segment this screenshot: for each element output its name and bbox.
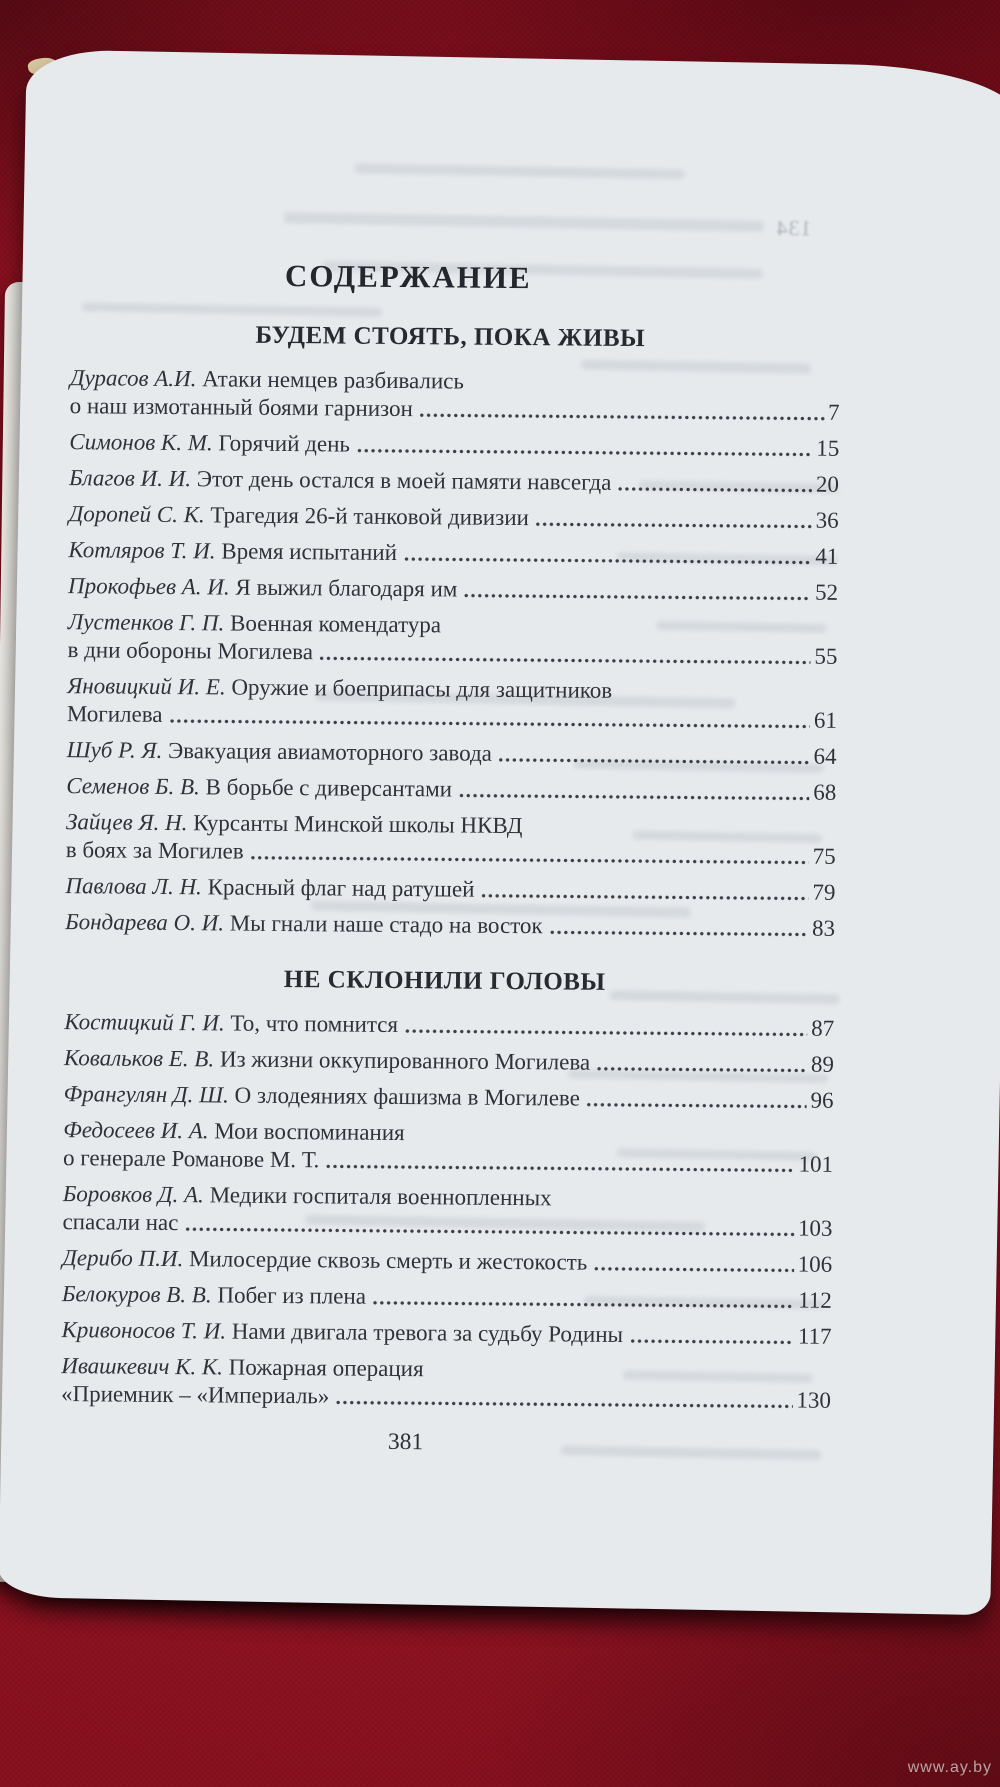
author-name: Кривоносов Т. И. xyxy=(61,1317,232,1344)
toc-entry-line xyxy=(70,392,840,427)
author-name: Семенов Б. В. xyxy=(66,773,206,800)
work-title: спасали нас xyxy=(62,1209,179,1236)
author-name: Костицкий Г. И. xyxy=(64,1009,231,1036)
toc-entry-line xyxy=(69,500,839,535)
bleedthrough-ghosts xyxy=(27,49,1000,241)
author-name: Зайцев Я. Н. xyxy=(65,809,194,836)
work-title: Красный флаг над ратушей xyxy=(207,874,475,902)
toc-entry-line xyxy=(62,1244,832,1279)
work-title: о генерале Романове М. Т. xyxy=(62,1145,320,1173)
entry-page-number: 68 xyxy=(813,779,837,805)
toc-entry-line xyxy=(64,1008,834,1043)
work-title: Из жизни оккупированного Могилева xyxy=(219,1046,591,1075)
dot-leader xyxy=(373,1300,794,1310)
work-title: в дни обороны Могилева xyxy=(67,637,314,665)
toc-entry xyxy=(69,464,839,499)
dot-leader xyxy=(550,929,809,937)
toc-entry xyxy=(61,1352,831,1415)
work-title: Медики госпиталя военнопленных xyxy=(209,1182,552,1211)
toc-entry-line xyxy=(64,1080,834,1115)
author-name: Павлова Л. Н. xyxy=(65,873,208,900)
toc-entry-line xyxy=(62,1208,832,1243)
author-name: Бондарева О. И. xyxy=(65,909,230,936)
work-title: Курсанты Минской школы НКВД xyxy=(193,810,523,839)
author-name: Симонов К. М. xyxy=(69,429,219,456)
work-title: Оружие и боеприпасы для защитников xyxy=(231,674,613,703)
toc-entry xyxy=(69,428,839,463)
dot-leader xyxy=(618,486,812,494)
table-of-contents xyxy=(61,256,841,1460)
toc-entry-line xyxy=(65,908,835,943)
entry-page-number: 7 xyxy=(828,399,840,425)
bleedthrough-page-number: 134 xyxy=(775,215,812,241)
dot-leader xyxy=(336,1399,792,1409)
toc-entry-line xyxy=(68,536,838,571)
dot-leader xyxy=(357,448,812,458)
entry-page-number: 112 xyxy=(798,1287,832,1313)
toc-entry-line xyxy=(67,736,837,771)
work-title: Мы гнали наше стадо на восток xyxy=(229,910,543,939)
author-name: Дерибо П.И. xyxy=(62,1245,190,1272)
entry-page-number: 41 xyxy=(815,543,839,569)
work-title: Военная комендатура xyxy=(229,610,442,638)
toc-entry xyxy=(62,1180,832,1243)
work-title: В борьбе с диверсантами xyxy=(205,774,453,802)
author-name: Прокофьев А. И. xyxy=(67,573,236,600)
dot-leader xyxy=(587,1102,807,1110)
dot-leader xyxy=(499,757,810,766)
toc-entry xyxy=(67,736,837,771)
dot-leader xyxy=(185,1226,794,1237)
dot-leader xyxy=(251,855,809,866)
toc-entry-line xyxy=(65,872,835,907)
author-name: Котляров Т. И. xyxy=(68,537,222,564)
entry-page-number: 103 xyxy=(797,1215,833,1241)
entry-page-number: 96 xyxy=(810,1087,834,1113)
work-title: Время испытаний xyxy=(221,538,398,565)
dot-leader xyxy=(630,1338,794,1345)
work-title: Эвакуация авиамоторного завода xyxy=(167,737,493,766)
author-name: Доропей С. К. xyxy=(68,501,211,528)
toc-entry xyxy=(63,1116,833,1179)
entry-page-number: 89 xyxy=(810,1051,835,1077)
toc-entry-line xyxy=(68,572,838,607)
section-header: БУДЕМ СТОЯТЬ, ПОКА ЖИВЫ xyxy=(255,321,646,353)
entry-page-number: 75 xyxy=(812,843,836,869)
entry-page-number: 117 xyxy=(797,1323,832,1349)
author-name: Яновицкий И. Е. xyxy=(67,673,232,700)
entry-page-number: 36 xyxy=(815,507,839,533)
author-name: Ивашкевич К. К. xyxy=(61,1353,229,1380)
section-header: НЕ СКЛОНИЛИ ГОЛОВЫ xyxy=(283,966,606,996)
author-name: Федосеев И. А. xyxy=(63,1117,215,1144)
entry-page-number: 101 xyxy=(798,1151,834,1177)
work-title: Этот день остался в моей памяти навсегда xyxy=(196,466,612,495)
work-title: То, что помнится xyxy=(230,1010,399,1038)
toc-entry-line xyxy=(61,1316,831,1351)
work-title: Атаки немцев разбивались xyxy=(202,366,465,394)
dot-leader xyxy=(459,793,809,802)
author-name: Белокуров В. В. xyxy=(61,1281,218,1308)
book-page xyxy=(0,49,1000,1615)
toc-entry-line xyxy=(69,428,839,463)
entry-page-number: 55 xyxy=(814,643,838,669)
entry-page-number: 106 xyxy=(797,1251,833,1277)
author-name: Ковальков Е. В. xyxy=(63,1045,221,1072)
author-name: Лустенков Г. П. xyxy=(67,609,231,636)
toc-entry xyxy=(66,772,836,807)
entry-page-number: 64 xyxy=(813,743,837,769)
work-title: Трагедия 26-й танковой дивизии xyxy=(210,502,530,531)
dot-leader xyxy=(481,893,808,902)
work-title: Пожарная операция xyxy=(228,1354,424,1382)
entry-page-number: 15 xyxy=(816,435,840,461)
toc-entry-line xyxy=(67,700,837,735)
bleedthrough-ghost-line xyxy=(284,212,764,232)
toc-entry xyxy=(61,1316,831,1351)
folio-page-number: 381 xyxy=(387,1428,424,1456)
toc-entry xyxy=(67,608,837,671)
toc-entry xyxy=(64,1008,834,1043)
work-title: Горячий день xyxy=(218,430,351,457)
dot-leader xyxy=(597,1066,807,1074)
author-name: Благов И. И. xyxy=(68,465,197,492)
toc-entry-line xyxy=(66,772,836,807)
dot-leader xyxy=(320,655,811,665)
toc-entry xyxy=(70,364,840,427)
entry-page-number: 83 xyxy=(812,915,836,941)
work-title: о наш измотанный боями гарнизон xyxy=(69,393,413,422)
author-name: Боровков Д. А. xyxy=(62,1181,210,1208)
dot-leader xyxy=(405,1028,807,1038)
author-name: Шуб Р. Я. xyxy=(66,737,169,763)
work-title: Я выжил благодаря им xyxy=(235,574,458,602)
toc-title: СОДЕРЖАНИЕ xyxy=(284,257,532,296)
work-title: Нами двигала тревога за судьбу Родины xyxy=(231,1318,624,1347)
toc-entry xyxy=(64,1080,834,1115)
toc-entry xyxy=(62,1280,832,1315)
entry-page-number: 52 xyxy=(814,579,839,605)
dot-leader xyxy=(594,1266,793,1274)
toc-entry-line xyxy=(61,1380,831,1415)
toc-entry xyxy=(68,536,838,571)
dot-leader xyxy=(169,718,809,730)
toc-entry xyxy=(66,808,836,871)
entry-page-number: 20 xyxy=(815,471,840,497)
bleedthrough-ghost-line xyxy=(355,163,685,179)
site-watermark: www.ay.by xyxy=(907,1759,992,1776)
dot-leader xyxy=(326,1163,794,1173)
toc-entry xyxy=(65,872,835,907)
entry-page-number: 61 xyxy=(813,707,838,733)
toc-entry xyxy=(65,908,835,943)
entry-page-number: 87 xyxy=(811,1015,835,1041)
toc-sections xyxy=(61,320,840,1415)
toc-entry xyxy=(68,572,838,607)
entry-page-number: 79 xyxy=(812,879,836,905)
author-name: Франгулян Д. Ш. xyxy=(63,1081,235,1108)
work-title: в боях за Могилев xyxy=(65,837,244,864)
work-title: О злодеяниях фашизма в Могилеве xyxy=(234,1082,581,1111)
work-title: Побег из плена xyxy=(217,1282,367,1309)
work-title: Мои воспоминания xyxy=(214,1118,405,1146)
toc-entry xyxy=(64,1044,834,1079)
dot-leader xyxy=(464,593,811,602)
dot-leader xyxy=(404,556,811,566)
author-name: Дурасов А.И. xyxy=(69,365,203,392)
toc-entry-line xyxy=(66,836,836,871)
entry-page-number: 130 xyxy=(796,1387,832,1413)
work-title: «Приемник – «Империаль» xyxy=(60,1381,330,1409)
toc-entry-line xyxy=(62,1280,832,1315)
toc-entry xyxy=(69,500,839,535)
dot-leader xyxy=(536,521,812,529)
toc-entry-line xyxy=(63,1144,833,1179)
work-title: Милосердие сквозь смерть и жестокость xyxy=(188,1246,588,1275)
toc-entry xyxy=(62,1244,832,1279)
dot-leader xyxy=(420,412,824,422)
toc-entry-line xyxy=(67,636,837,671)
toc-entry-line xyxy=(64,1044,834,1079)
work-title: Могилева xyxy=(66,701,163,727)
toc-entry-line xyxy=(69,464,839,499)
toc-entry xyxy=(67,672,837,735)
